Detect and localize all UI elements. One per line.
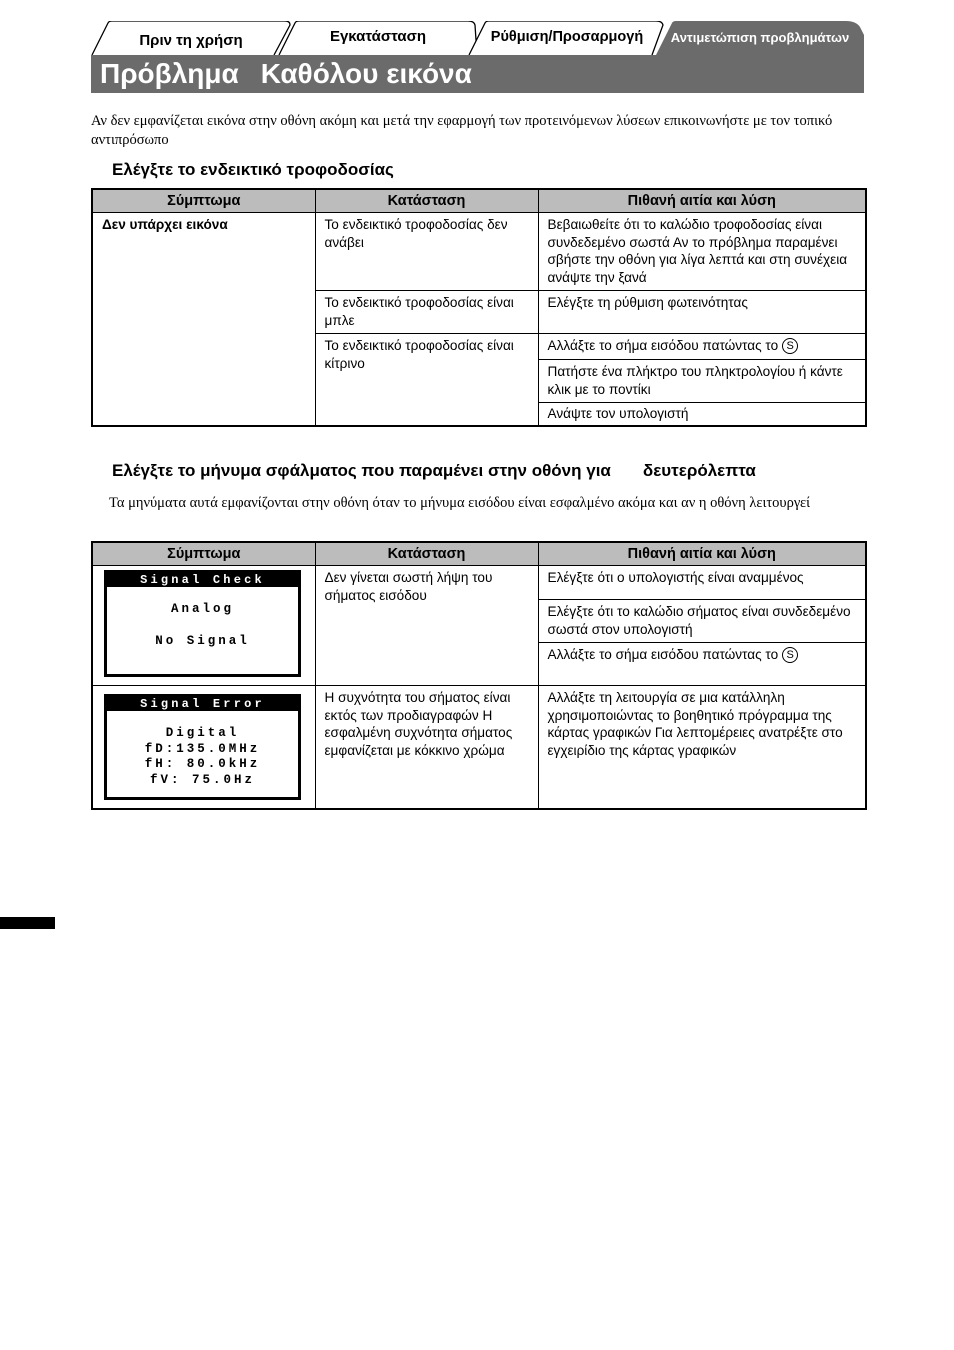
solution-cell: Ελέγξτε τη ρύθμιση φωτεινότητας bbox=[538, 291, 866, 334]
col-header-symptom: Σύμπτωμα bbox=[92, 542, 315, 566]
col-header-state: Κατάσταση bbox=[315, 542, 538, 566]
osd-line: Analog bbox=[170, 602, 234, 616]
table-header-row bbox=[92, 189, 866, 213]
section2-heading-b: δευτερόλεπτα bbox=[642, 461, 756, 480]
osd-line: fD:135.0MHz bbox=[144, 741, 261, 756]
tab-troubleshooting[interactable] bbox=[656, 21, 864, 55]
state-cell: Το ενδεικτικό τροφοδοσίας είναι μπλε bbox=[315, 291, 538, 334]
solution-cell: Ελέγξτε ότι το καλώδιο σήματος είναι συνδεδεμένο σωστά στον υπολογιστή bbox=[538, 600, 866, 643]
col-header-symptom: Σύμπτωμα bbox=[92, 189, 315, 213]
error-message-table bbox=[91, 541, 867, 810]
tab-before-use[interactable] bbox=[91, 21, 291, 55]
symptom-cell: Δεν υπάρχει εικόνα bbox=[92, 213, 315, 426]
symptom-cell bbox=[92, 566, 315, 686]
tab-installation[interactable] bbox=[278, 21, 478, 55]
table-header-row bbox=[92, 542, 866, 566]
osd-line: No Signal bbox=[155, 633, 250, 648]
col-header-state: Κατάσταση bbox=[315, 189, 538, 213]
solution-text: Αλλάξτε το σήμα εισόδου πατώντας το bbox=[547, 338, 779, 353]
tab-settings[interactable] bbox=[468, 21, 666, 55]
input-select-button-icon: S bbox=[782, 647, 798, 663]
input-select-button-icon: S bbox=[782, 338, 798, 354]
solution-text: Αλλάξτε το σήμα εισόδου πατώντας το bbox=[547, 647, 779, 662]
state-cell: Η συχνότητα του σήματος είναι εκτός των προδιαγραφών Η εσφαλμένη συχνότητα σήματος εμφανίζεται με κόκκινο χρώμα bbox=[315, 686, 538, 810]
section2-heading bbox=[112, 461, 756, 481]
solution-cell: Πατήστε ένα πλήκτρο του πληκτρολογίου ή κάντε κλικ με το ποντίκι bbox=[538, 360, 866, 403]
state-cell: Το ενδεικτικό τροφοδοσίας δεν ανάβει bbox=[315, 213, 538, 291]
title-part1: Πρόβλημα bbox=[100, 58, 239, 89]
signal-check-osd bbox=[104, 570, 301, 677]
page-edge-marker bbox=[0, 917, 55, 929]
power-indicator-table bbox=[91, 188, 867, 427]
solution-cell bbox=[538, 643, 866, 686]
tab-label: Πριν τη χρήση bbox=[139, 31, 243, 49]
col-header-solution: Πιθανή αιτία και λύση bbox=[538, 542, 866, 566]
osd-line: fV: 75.0Hz bbox=[149, 772, 255, 787]
chapter-tabs bbox=[91, 21, 864, 55]
solution-cell: Βεβαιωθείτε ότι το καλώδιο τροφοδοσίας είναι συνδεδεμένο σωστά Αν το πρόβλημα παραμένει σβήστε την οθόνη για λίγα λεπτά και στη συνέχεια ανάψτε την ξανά bbox=[538, 213, 866, 291]
col-header-solution: Πιθανή αιτία και λύση bbox=[538, 189, 866, 213]
symptom-cell bbox=[92, 686, 315, 810]
title-part2: Καθόλου εικόνα bbox=[260, 58, 472, 89]
solution-cell: Αλλάξτε τη λειτουργία σε μια κατάλληλη χρησιμοποιώντας το βοηθητικό πρόγραμμα της κάρτας γραφικών Για λεπτομέρειες ανατρέξτε στο εγχειρίδιο της κάρτας γραφικών bbox=[538, 686, 866, 810]
solution-cell: Ελέγξτε ότι ο υπολογιστής είναι αναμμένος bbox=[538, 566, 866, 600]
table-row bbox=[92, 686, 866, 810]
table-row bbox=[92, 213, 866, 291]
signal-error-osd bbox=[104, 694, 301, 800]
solution-cell bbox=[538, 334, 866, 360]
page-title bbox=[91, 55, 864, 93]
osd-line: Digital bbox=[165, 726, 240, 740]
tab-label: Ρύθμιση/Προσαρμογή bbox=[490, 28, 644, 45]
section1-heading: Ελέγξτε το ενδεικτικό τροφοδοσίας bbox=[112, 160, 394, 179]
solution-cell: Ανάψτε τον υπολογιστή bbox=[538, 403, 866, 426]
osd-line: fH: 80.0kHz bbox=[144, 757, 261, 771]
section2-heading-a: Ελέγξτε το μήνυμα σφάλματος που παραμένει στην οθόνη για bbox=[112, 461, 611, 480]
tab-label: Εγκατάσταση bbox=[329, 28, 427, 45]
tab-label: Αντιμετώπιση προβλημάτων bbox=[670, 29, 850, 45]
table-row bbox=[92, 566, 866, 600]
state-cell: Το ενδεικτικό τροφοδοσίας είναι κίτρινο bbox=[315, 334, 538, 426]
osd-title: Signal Error bbox=[107, 697, 298, 711]
state-cell: Δεν γίνεται σωστή λήψη του σήματος εισόδου bbox=[315, 566, 538, 686]
intro-text: Αν δεν εμφανίζεται εικόνα στην οθόνη ακόμη και μετά την εφαρμογή των προτεινόμενων λύσεων επικοινωνήστε με τον τοπικό αντιπρόσωπο bbox=[91, 113, 833, 148]
osd-title: Signal Check bbox=[107, 573, 298, 587]
section2-note: Τα μηνύματα αυτά εμφανίζονται στην οθόνη όταν το μήνυμα εισόδου είναι εσφαλμένο ακόμα και αν η οθόνη λειτουργεί bbox=[109, 495, 810, 511]
